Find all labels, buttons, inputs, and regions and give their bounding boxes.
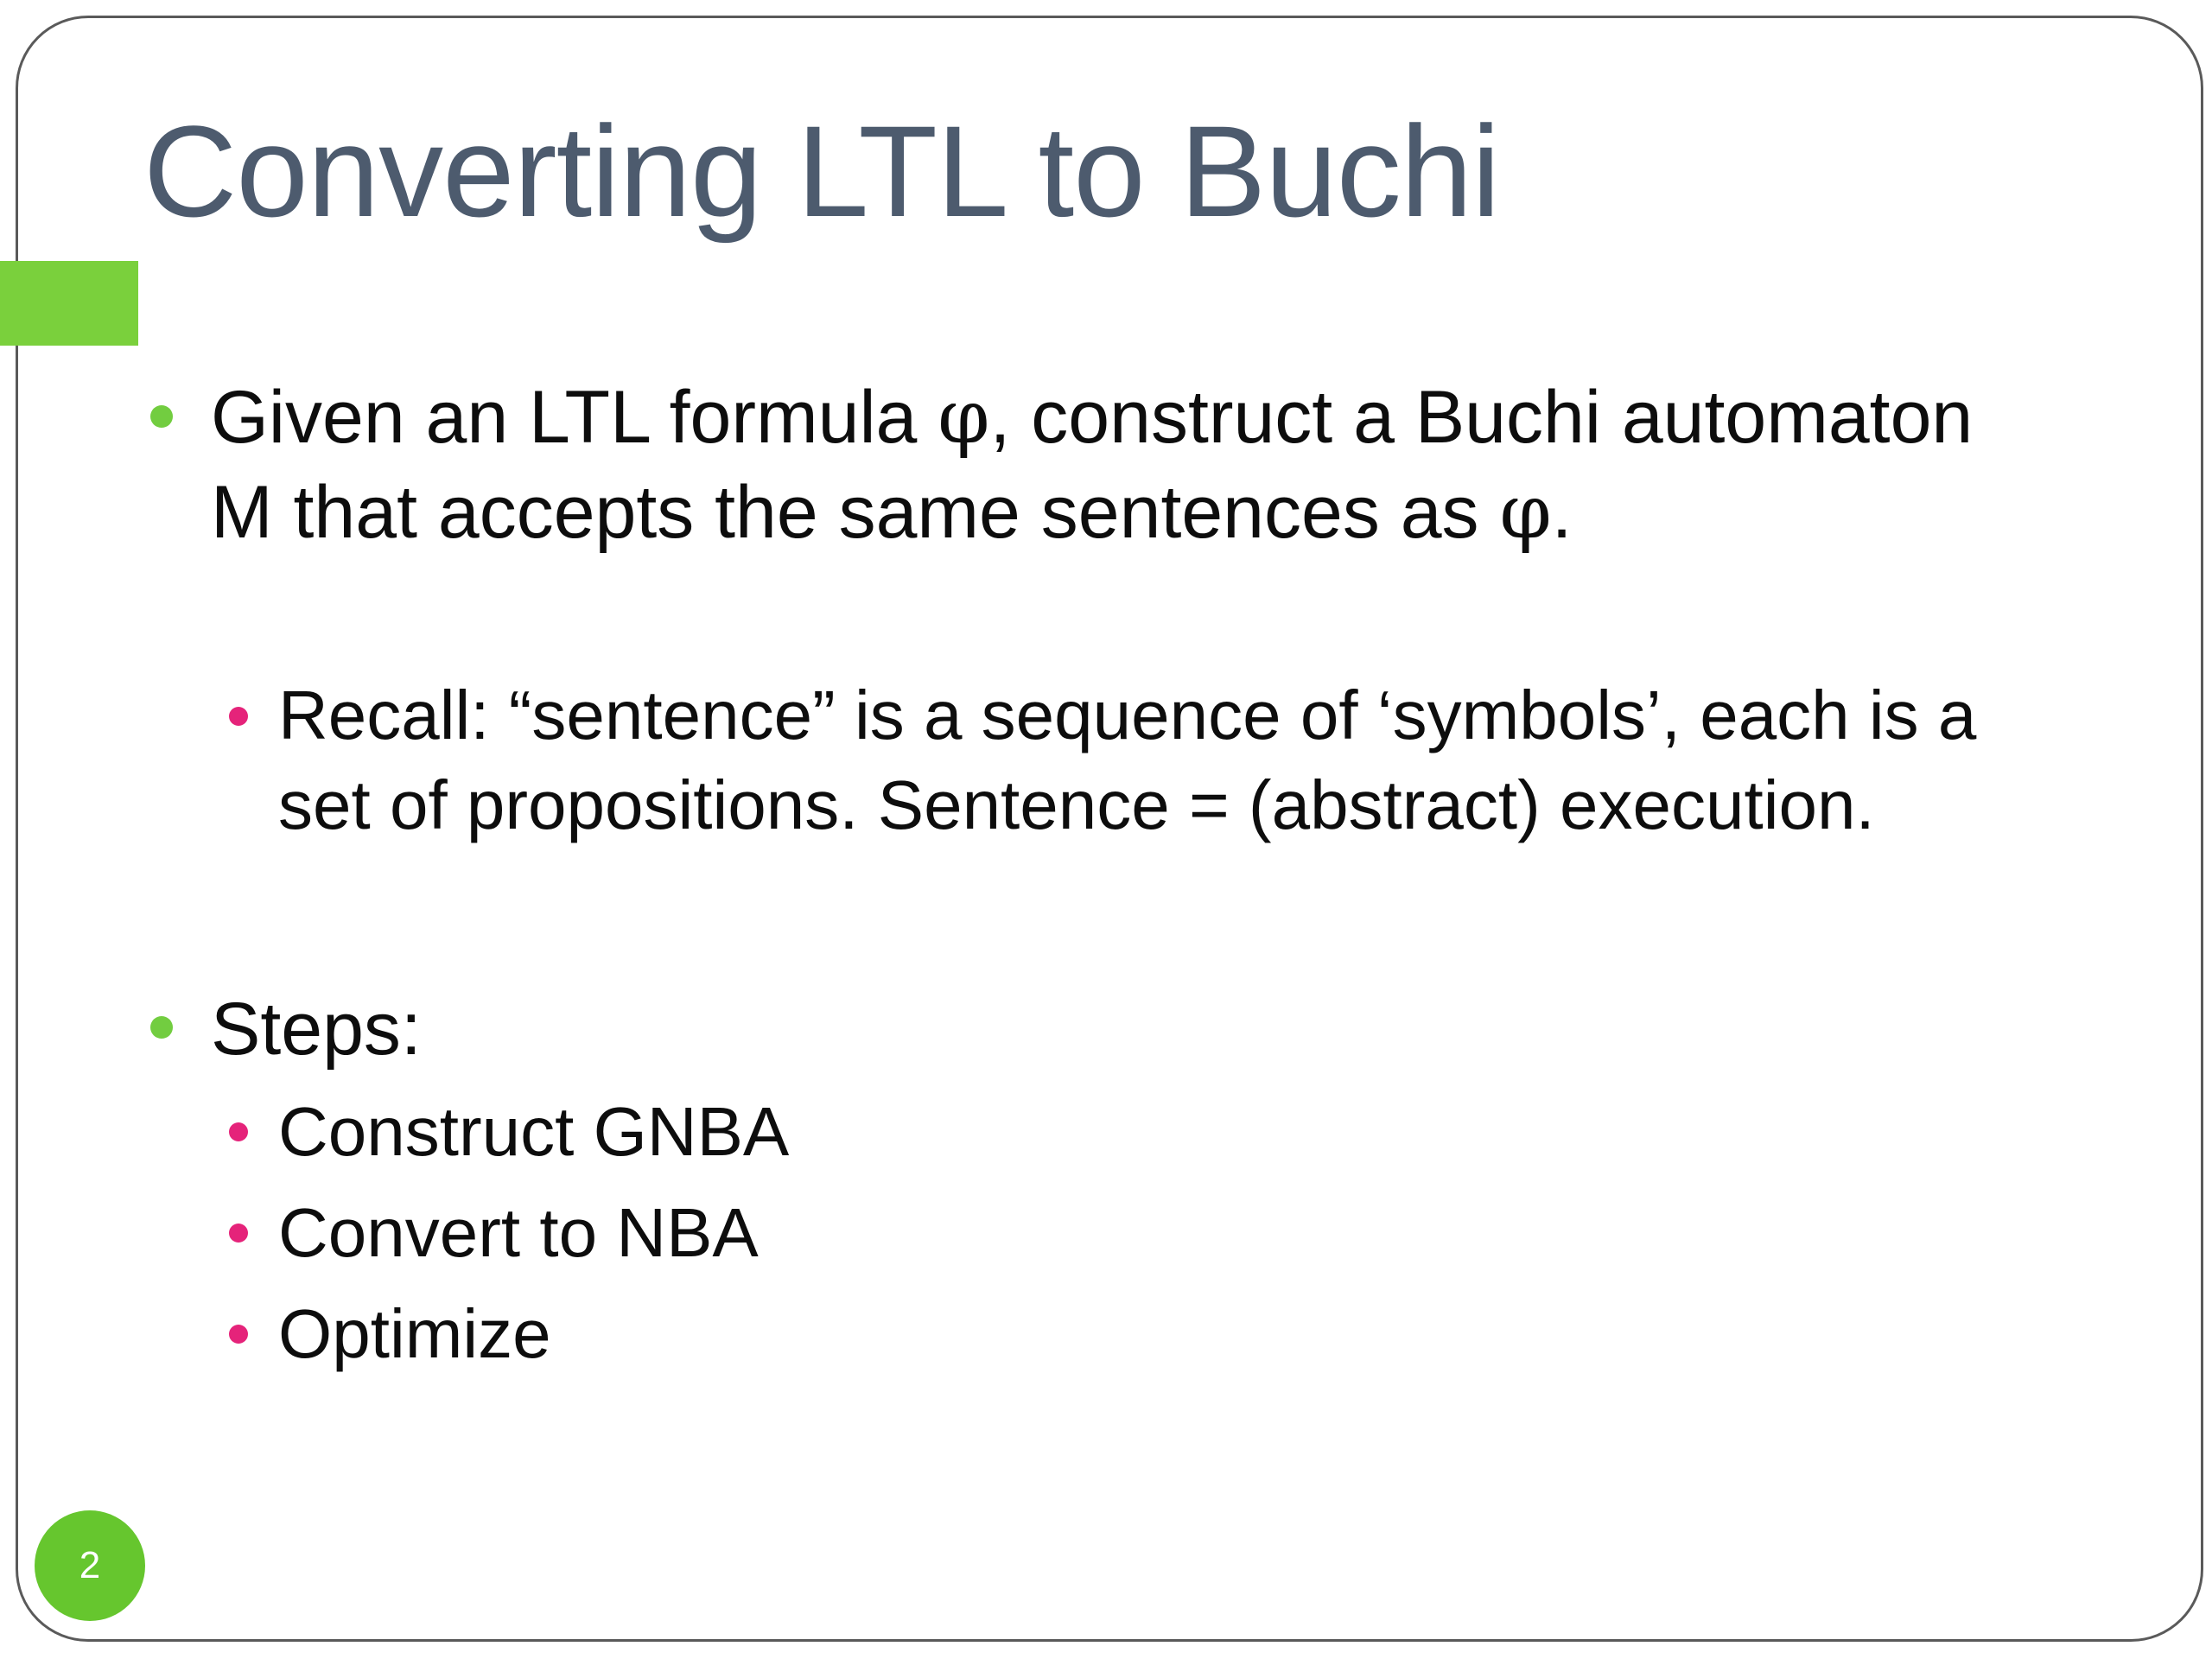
bullet-dot-pink <box>229 707 248 726</box>
bullet-dot-green <box>150 1016 173 1039</box>
phi-symbol: φ <box>1499 469 1552 556</box>
bullet-1-line-1 <box>211 370 1973 465</box>
bullet-1-line-1-text-b: , construct a Buchi automaton <box>989 376 1974 459</box>
step-item: Construct GNBA <box>278 1093 790 1170</box>
accent-bar <box>0 261 138 346</box>
phi-symbol: φ <box>938 374 990 461</box>
bullet-dot-pink <box>229 1224 248 1243</box>
step-item: Convert to NBA <box>278 1194 759 1271</box>
bullet-2-steps: Steps: <box>211 988 422 1071</box>
sub-bullet-recall-line-2: set of propositions. Sentence = (abstract) execution. <box>278 766 1875 843</box>
bullet-1-line-2-text-b: . <box>1551 471 1573 554</box>
page-number-badge: 2 <box>35 1510 145 1621</box>
sub-bullet-recall-line-1: Recall: “sentence” is a sequence of ‘symbols’, each is a <box>278 677 1977 753</box>
bullet-dot-green <box>150 405 173 428</box>
bullet-1-line-1-text-a: Given an LTL formula <box>211 376 938 459</box>
bullet-1-line-2-text-a: M that accepts the same sentences as <box>211 471 1500 554</box>
bullet-dot-pink <box>229 1325 248 1344</box>
step-item: Optimize <box>278 1295 551 1372</box>
slide-title: Converting LTL to Buchi <box>143 99 1500 244</box>
bullet-1-line-2 <box>211 465 1573 560</box>
bullet-dot-pink <box>229 1122 248 1141</box>
